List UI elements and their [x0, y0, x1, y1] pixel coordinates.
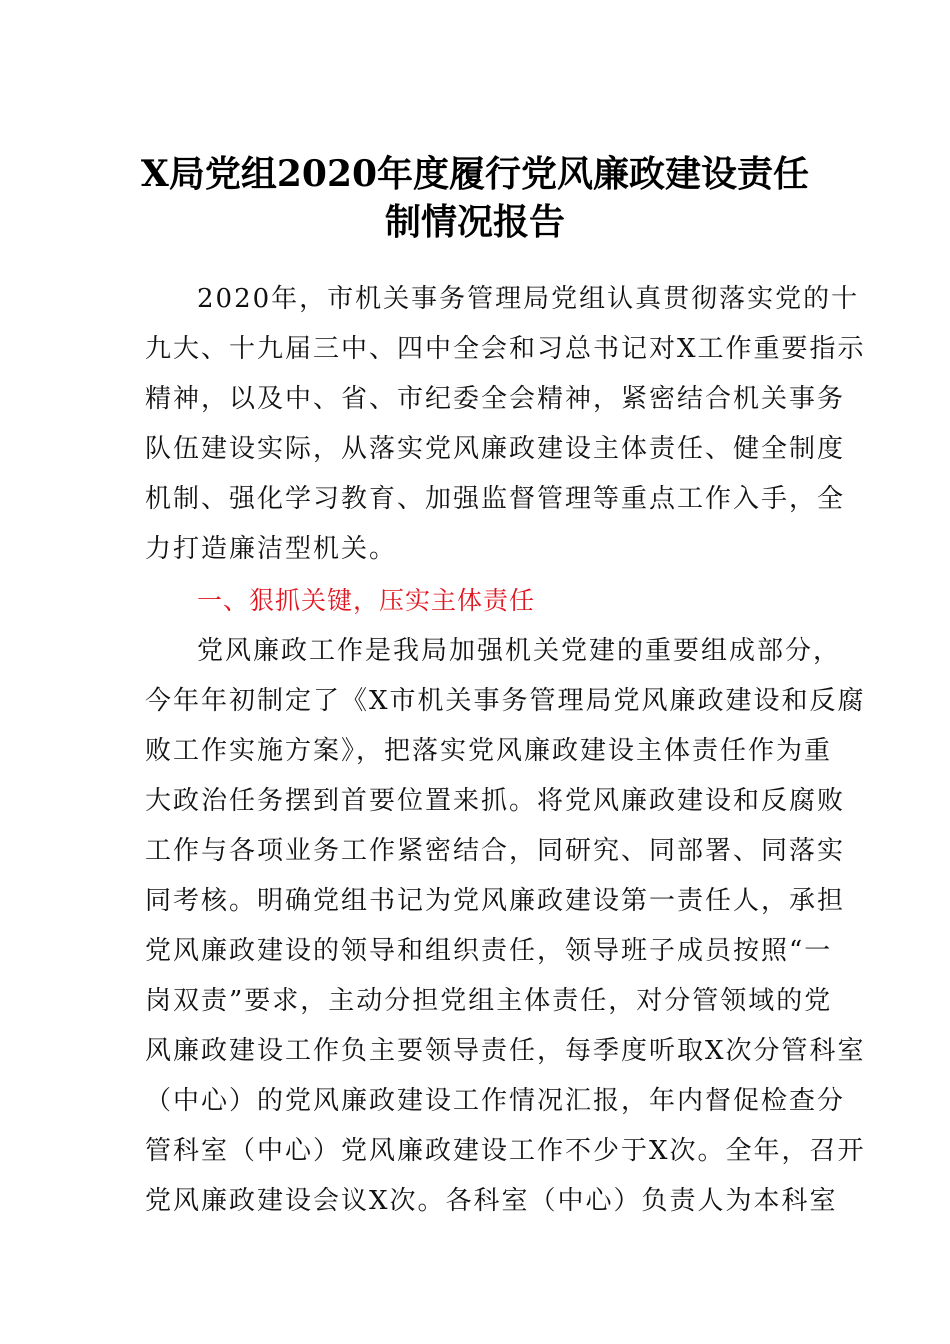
paragraph-1-line: 机制、强化学习教育、加强监督管理等重点工作入手，全 [145, 484, 846, 514]
paragraph-2-line: 党风廉政工作是我局加强机关党建的重要组成部分， [197, 636, 842, 666]
paragraph-2-line: 同考核。明确党组书记为党风廉政建设第一责任人，承担 [145, 886, 846, 916]
document-title-line-1: X局党组2020年度履行党风廉政建设责任 [140, 153, 810, 195]
section-1-heading: 一、狠抓关键，压实主体责任 [197, 586, 536, 615]
paragraph-1-line: 九大、十九届三中、四中全会和习总书记对X工作重要指示 [145, 334, 866, 364]
paragraph-2-line: （中心）的党风廉政建设工作情况汇报，年内督促检查分 [145, 1086, 846, 1116]
paragraph-1-line: 力打造廉洁型机关。 [145, 534, 398, 564]
paragraph-1-line: 队伍建设实际，从落实党风廉政建设主体责任、健全制度 [145, 434, 846, 464]
paragraph-2-line: 岗双责”要求，主动分担党组主体责任，对分管领域的党 [145, 986, 833, 1016]
paragraph-2-line: 大政治任务摆到首要位置来抓。将党风廉政建设和反腐败 [145, 786, 846, 816]
paragraph-2-line: 工作与各项业务工作紧密结合，同研究、同部署、同落实 [145, 836, 846, 866]
paragraph-2-line: 今年年初制定了《X市机关事务管理局党风廉政建设和反腐 [145, 686, 866, 716]
paragraph-2-line: 党风廉政建设会议X次。各科室（中心）负责人为本科室 [145, 1186, 838, 1216]
paragraph-1-line: 精神，以及中、省、市纪委全会精神，紧密结合机关事务 [145, 384, 846, 414]
paragraph-2-line: 风廉政建设工作负主要领导责任，每季度听取X次分管科室 [145, 1036, 866, 1066]
paragraph-2-line: 管科室（中心）党风廉政建设工作不少于X次。全年，召开 [145, 1136, 866, 1166]
document-title-line-2: 制情况报告 [384, 201, 565, 243]
paragraph-1-line: 2020年，市机关事务管理局党组认真贯彻落实党的十 [197, 284, 860, 314]
paragraph-2-line: 党风廉政建设的领导和组织责任，领导班子成员按照“一 [145, 936, 833, 966]
paragraph-2-line: 败工作实施方案》，把落实党风廉政建设主体责任作为重 [145, 736, 833, 766]
